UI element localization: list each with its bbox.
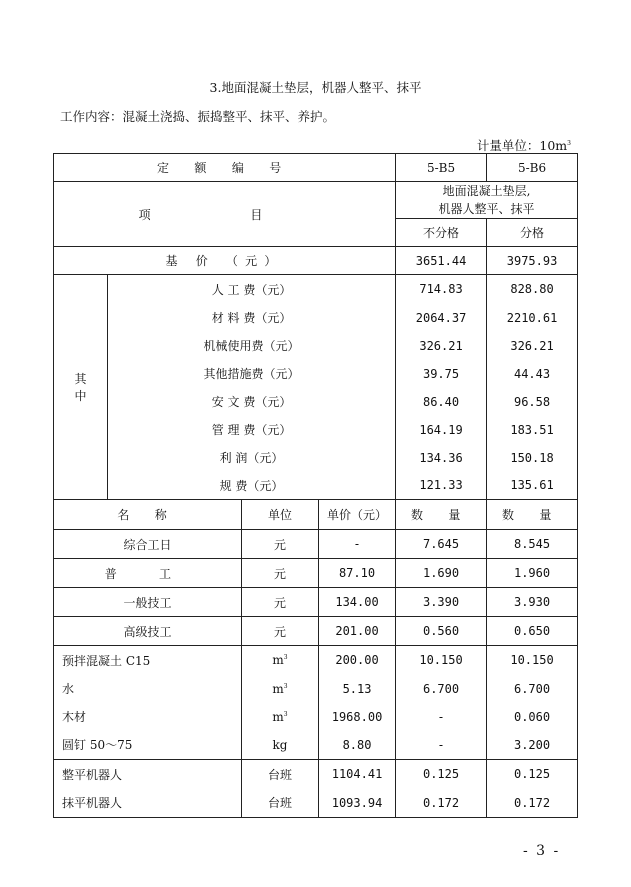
cost-row xyxy=(54,472,578,500)
cost-value-2: 2210.61 xyxy=(487,304,578,332)
material-unit: $m^3$ xyxy=(242,703,319,731)
cost-value-1: 326.21 xyxy=(396,332,487,360)
cost-value-2: 96.58 xyxy=(487,388,578,416)
material-qty-1: 6.700 xyxy=(396,675,487,703)
material-unit: $m^3$ xyxy=(242,675,319,703)
material-price: 1968.00 xyxy=(319,703,396,731)
labor-qty-2: 8.545 xyxy=(487,530,578,559)
labor-row xyxy=(54,530,578,559)
cost-row xyxy=(54,275,578,304)
measurement-unit: 计量单位：$10m^3$ xyxy=(476,138,571,153)
work-content: 工作内容：混凝土浇捣、振捣整平、抹平、养护。 xyxy=(60,109,336,124)
cost-value-1: 134.36 xyxy=(396,444,487,472)
cost-value-2: 183.51 xyxy=(487,416,578,444)
material-row xyxy=(54,731,578,760)
material-row xyxy=(54,675,578,703)
cost-label: 人 工 费（元） xyxy=(108,275,396,304)
machine-qty-2: 0.125 xyxy=(487,760,578,789)
labor-unit: 元 xyxy=(242,588,319,617)
subcol-no-grid: 不分格 xyxy=(396,219,487,247)
material-price: 5.13 xyxy=(319,675,396,703)
material-name: 预拌混凝土 C15 xyxy=(54,646,242,675)
material-row xyxy=(54,646,578,675)
material-qty-2: 3.200 xyxy=(487,731,578,760)
col-qty-1: 数 量 xyxy=(396,500,487,530)
material-price: 8.80 xyxy=(319,731,396,760)
labor-qty-2: 3.930 xyxy=(487,588,578,617)
material-qty-2: 0.060 xyxy=(487,703,578,731)
material-price: 200.00 xyxy=(319,646,396,675)
labor-price: 201.00 xyxy=(319,617,396,646)
machine-unit: 台班 xyxy=(242,760,319,789)
cost-value-2: 326.21 xyxy=(487,332,578,360)
machine-qty-2: 0.172 xyxy=(487,789,578,818)
cost-row xyxy=(54,332,578,360)
machine-unit: 台班 xyxy=(242,789,319,818)
labor-price: - xyxy=(319,530,396,559)
qizhong-label: 其 中 xyxy=(54,275,108,500)
cost-value-1: 86.40 xyxy=(396,388,487,416)
col-qty-2: 数 量 xyxy=(487,500,578,530)
code-cell-2: 5-B6 xyxy=(487,154,578,182)
material-row xyxy=(54,703,578,731)
machine-price: 1104.41 xyxy=(319,760,396,789)
labor-qty-2: 0.650 xyxy=(487,617,578,646)
code-label: 定 额 编 号 xyxy=(54,154,396,182)
cost-row xyxy=(54,444,578,472)
labor-name: 一般技工 xyxy=(54,588,242,617)
col-name: 名 称 xyxy=(54,500,242,530)
machine-row xyxy=(54,789,578,818)
cost-label: 利 润（元） xyxy=(108,444,396,472)
cost-label: 规 费（元） xyxy=(108,472,396,500)
machine-price: 1093.94 xyxy=(319,789,396,818)
labor-unit: 元 xyxy=(242,617,319,646)
base-price-2: 3975.93 xyxy=(487,247,578,275)
labor-qty-1: 3.390 xyxy=(396,588,487,617)
material-qty-1: - xyxy=(396,703,487,731)
labor-qty-1: 0.560 xyxy=(396,617,487,646)
labor-row xyxy=(54,588,578,617)
cost-value-1: 39.75 xyxy=(396,360,487,388)
cost-label: 材 料 费（元） xyxy=(108,304,396,332)
page-number: - 3 - xyxy=(523,843,561,859)
section-title: 3.地面混凝土垫层，机器人整平、抹平 xyxy=(209,80,422,95)
labor-qty-1: 7.645 xyxy=(396,530,487,559)
col-unit: 单位 xyxy=(242,500,319,530)
machine-name: 整平机器人 xyxy=(54,760,242,789)
machine-qty-1: 0.172 xyxy=(396,789,487,818)
item-description: 地面混凝土垫层, 机器人整平、抹平 xyxy=(396,182,578,219)
labor-qty-1: 1.690 xyxy=(396,559,487,588)
cost-label: 机械使用费（元） xyxy=(108,332,396,360)
labor-price: 87.10 xyxy=(319,559,396,588)
labor-name: 综合工日 xyxy=(54,530,242,559)
cost-value-1: 121.33 xyxy=(396,472,487,500)
code-cell-1: 5-B5 xyxy=(396,154,487,182)
cost-label: 管 理 费（元） xyxy=(108,416,396,444)
labor-row xyxy=(54,559,578,588)
cost-row xyxy=(54,416,578,444)
material-name: 木材 xyxy=(54,703,242,731)
base-price-1: 3651.44 xyxy=(396,247,487,275)
material-name: 圆钉 50～75 xyxy=(54,731,242,760)
material-name: 水 xyxy=(54,675,242,703)
cost-value-2: 150.18 xyxy=(487,444,578,472)
labor-unit: 元 xyxy=(242,530,319,559)
quota-table xyxy=(53,153,578,818)
material-qty-1: 10.150 xyxy=(396,646,487,675)
code-row xyxy=(54,154,578,182)
material-qty-1: - xyxy=(396,731,487,760)
cost-label: 安 文 费（元） xyxy=(108,388,396,416)
labor-name: 高级技工 xyxy=(54,617,242,646)
machine-qty-1: 0.125 xyxy=(396,760,487,789)
detail-header-row xyxy=(54,500,578,530)
material-unit: $m^3$ xyxy=(242,646,319,675)
material-unit: kg xyxy=(242,731,319,760)
machine-name: 抹平机器人 xyxy=(54,789,242,818)
labor-name: 普 工 xyxy=(54,559,242,588)
cost-value-1: 714.83 xyxy=(396,275,487,304)
machine-row xyxy=(54,760,578,789)
item-row-1 xyxy=(54,182,578,219)
labor-row xyxy=(54,617,578,646)
base-price-row xyxy=(54,247,578,275)
cost-row xyxy=(54,388,578,416)
col-price: 单价（元） xyxy=(319,500,396,530)
labor-price: 134.00 xyxy=(319,588,396,617)
cost-value-1: 2064.37 xyxy=(396,304,487,332)
base-price-label: 基 价 （元） xyxy=(54,247,396,275)
cost-value-1: 164.19 xyxy=(396,416,487,444)
labor-unit: 元 xyxy=(242,559,319,588)
item-label: 项 目 xyxy=(54,182,396,247)
cost-value-2: 135.61 xyxy=(487,472,578,500)
cost-row xyxy=(54,304,578,332)
material-qty-2: 6.700 xyxy=(487,675,578,703)
cost-label: 其他措施费（元） xyxy=(108,360,396,388)
cost-value-2: 828.80 xyxy=(487,275,578,304)
material-qty-2: 10.150 xyxy=(487,646,578,675)
cost-value-2: 44.43 xyxy=(487,360,578,388)
subcol-grid: 分格 xyxy=(487,219,578,247)
cost-row xyxy=(54,360,578,388)
labor-qty-2: 1.960 xyxy=(487,559,578,588)
